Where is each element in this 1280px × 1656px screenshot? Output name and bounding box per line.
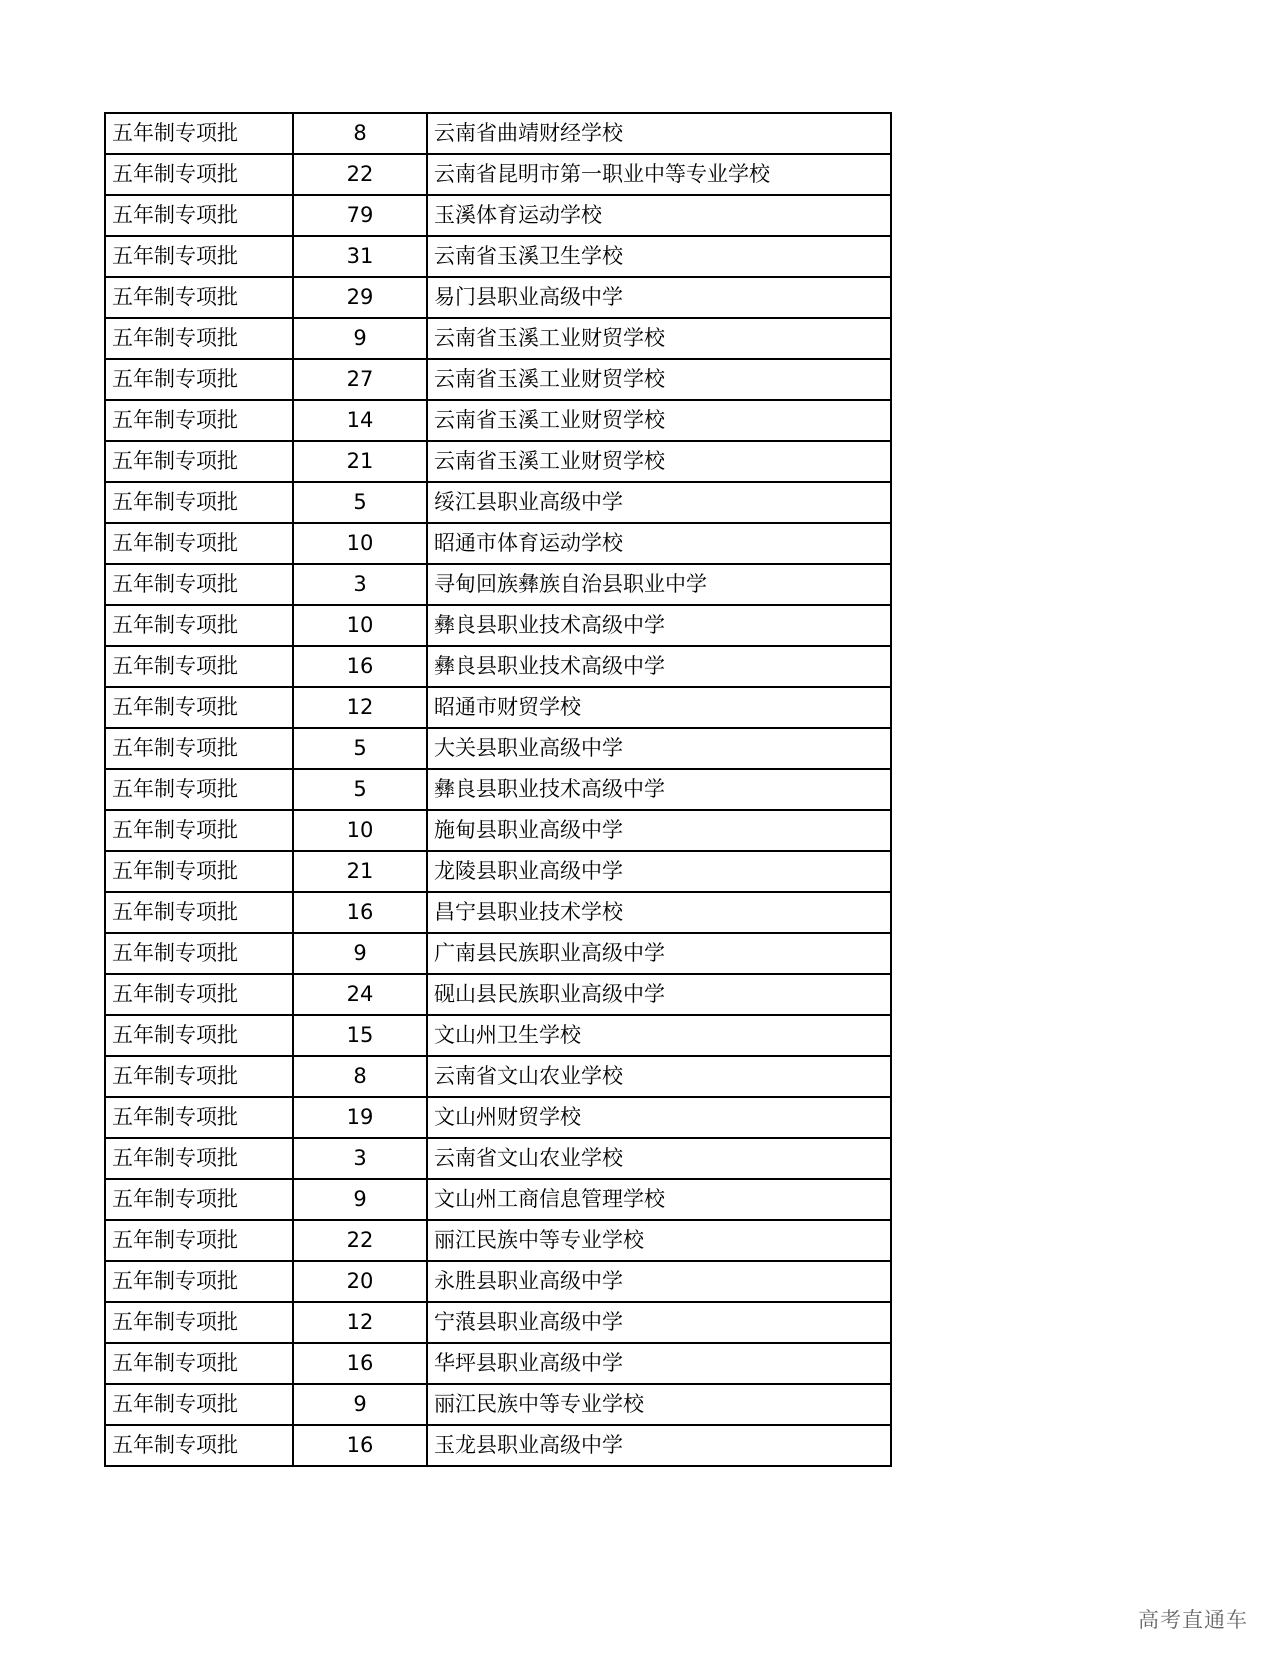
batch-cell: 五年制专项批 [105,810,293,851]
batch-cell: 五年制专项批 [105,769,293,810]
batch-cell: 五年制专项批 [105,892,293,933]
school-cell: 丽江民族中等专业学校 [427,1384,891,1425]
count-cell: 10 [293,810,427,851]
count-cell: 31 [293,236,427,277]
batch-cell: 五年制专项批 [105,605,293,646]
count-cell: 22 [293,1220,427,1261]
table-row [105,933,891,974]
school-cell: 寻甸回族彝族自治县职业中学 [427,564,891,605]
count-cell: 8 [293,113,427,154]
school-cell: 彝良县职业技术高级中学 [427,646,891,687]
school-cell: 大关县职业高级中学 [427,728,891,769]
batch-cell: 五年制专项批 [105,1097,293,1138]
count-cell: 3 [293,564,427,605]
table-row [105,236,891,277]
school-cell: 绥江县职业高级中学 [427,482,891,523]
table-row [105,400,891,441]
batch-cell: 五年制专项批 [105,1138,293,1179]
school-cell: 广南县民族职业高级中学 [427,933,891,974]
count-cell: 5 [293,728,427,769]
table-row [105,1097,891,1138]
table-row [105,154,891,195]
batch-cell: 五年制专项批 [105,195,293,236]
count-cell: 22 [293,154,427,195]
count-cell: 5 [293,482,427,523]
school-cell: 云南省玉溪工业财贸学校 [427,359,891,400]
count-cell: 29 [293,277,427,318]
count-cell: 79 [293,195,427,236]
count-cell: 24 [293,974,427,1015]
school-cell: 彝良县职业技术高级中学 [427,605,891,646]
count-cell: 21 [293,441,427,482]
batch-cell: 五年制专项批 [105,113,293,154]
table-row [105,1384,891,1425]
batch-cell: 五年制专项批 [105,441,293,482]
table-row [105,687,891,728]
batch-cell: 五年制专项批 [105,564,293,605]
table-row [105,482,891,523]
batch-cell: 五年制专项批 [105,1220,293,1261]
school-cell: 云南省玉溪卫生学校 [427,236,891,277]
count-cell: 16 [293,646,427,687]
batch-cell: 五年制专项批 [105,646,293,687]
count-cell: 9 [293,1179,427,1220]
batch-cell: 五年制专项批 [105,1425,293,1466]
count-cell: 16 [293,1343,427,1384]
school-cell: 云南省曲靖财经学校 [427,113,891,154]
batch-cell: 五年制专项批 [105,1015,293,1056]
batch-cell: 五年制专项批 [105,359,293,400]
school-cell: 昌宁县职业技术学校 [427,892,891,933]
table-row [105,195,891,236]
school-cell: 施甸县职业高级中学 [427,810,891,851]
table-row [105,1425,891,1466]
count-cell: 9 [293,1384,427,1425]
school-cell: 云南省玉溪工业财贸学校 [427,441,891,482]
school-cell: 文山州财贸学校 [427,1097,891,1138]
count-cell: 12 [293,1302,427,1343]
batch-cell: 五年制专项批 [105,1179,293,1220]
batch-cell: 五年制专项批 [105,687,293,728]
count-cell: 21 [293,851,427,892]
count-cell: 19 [293,1097,427,1138]
batch-cell: 五年制专项批 [105,482,293,523]
table-row [105,1056,891,1097]
school-cell: 云南省玉溪工业财贸学校 [427,400,891,441]
batch-cell: 五年制专项批 [105,1384,293,1425]
table-row [105,851,891,892]
batch-cell: 五年制专项批 [105,933,293,974]
school-cell: 砚山县民族职业高级中学 [427,974,891,1015]
school-cell: 昭通市财贸学校 [427,687,891,728]
batch-cell: 五年制专项批 [105,974,293,1015]
school-cell: 彝良县职业技术高级中学 [427,769,891,810]
table-row [105,1220,891,1261]
school-cell: 云南省文山农业学校 [427,1056,891,1097]
school-cell: 华坪县职业高级中学 [427,1343,891,1384]
count-cell: 9 [293,318,427,359]
table-row [105,1302,891,1343]
batch-cell: 五年制专项批 [105,400,293,441]
count-cell: 12 [293,687,427,728]
table-row [105,1261,891,1302]
batch-cell: 五年制专项批 [105,1261,293,1302]
school-cell: 易门县职业高级中学 [427,277,891,318]
table-row [105,769,891,810]
count-cell: 3 [293,1138,427,1179]
table-row [105,318,891,359]
table-row [105,1015,891,1056]
table-body [105,113,891,1466]
school-cell: 宁蒗县职业高级中学 [427,1302,891,1343]
watermark: 高考直通车 [1138,1608,1248,1632]
batch-cell: 五年制专项批 [105,318,293,359]
count-cell: 8 [293,1056,427,1097]
count-cell: 16 [293,892,427,933]
batch-cell: 五年制专项批 [105,154,293,195]
table-row [105,441,891,482]
count-cell: 14 [293,400,427,441]
count-cell: 20 [293,1261,427,1302]
school-cell: 文山州卫生学校 [427,1015,891,1056]
table-row [105,892,891,933]
batch-cell: 五年制专项批 [105,851,293,892]
count-cell: 10 [293,523,427,564]
table-row [105,728,891,769]
table-row [105,523,891,564]
batch-cell: 五年制专项批 [105,236,293,277]
table-row [105,564,891,605]
table-row [105,1138,891,1179]
school-cell: 玉龙县职业高级中学 [427,1425,891,1466]
table-row [105,359,891,400]
table-row [105,810,891,851]
school-cell: 云南省玉溪工业财贸学校 [427,318,891,359]
batch-cell: 五年制专项批 [105,1056,293,1097]
batch-cell: 五年制专项批 [105,277,293,318]
school-cell: 永胜县职业高级中学 [427,1261,891,1302]
batch-cell: 五年制专项批 [105,1302,293,1343]
school-cell: 文山州工商信息管理学校 [427,1179,891,1220]
table-row [105,113,891,154]
count-cell: 10 [293,605,427,646]
batch-cell: 五年制专项批 [105,523,293,564]
count-cell: 5 [293,769,427,810]
count-cell: 9 [293,933,427,974]
batch-cell: 五年制专项批 [105,728,293,769]
count-cell: 15 [293,1015,427,1056]
enrollment-table [104,112,892,1467]
count-cell: 16 [293,1425,427,1466]
table-row [105,974,891,1015]
table-row [105,646,891,687]
school-cell: 昭通市体育运动学校 [427,523,891,564]
school-cell: 云南省昆明市第一职业中等专业学校 [427,154,891,195]
school-cell: 玉溪体育运动学校 [427,195,891,236]
table-row [105,1343,891,1384]
school-cell: 云南省文山农业学校 [427,1138,891,1179]
count-cell: 27 [293,359,427,400]
table-row [105,1179,891,1220]
school-cell: 龙陵县职业高级中学 [427,851,891,892]
table-row [105,605,891,646]
table-row [105,277,891,318]
school-cell: 丽江民族中等专业学校 [427,1220,891,1261]
batch-cell: 五年制专项批 [105,1343,293,1384]
